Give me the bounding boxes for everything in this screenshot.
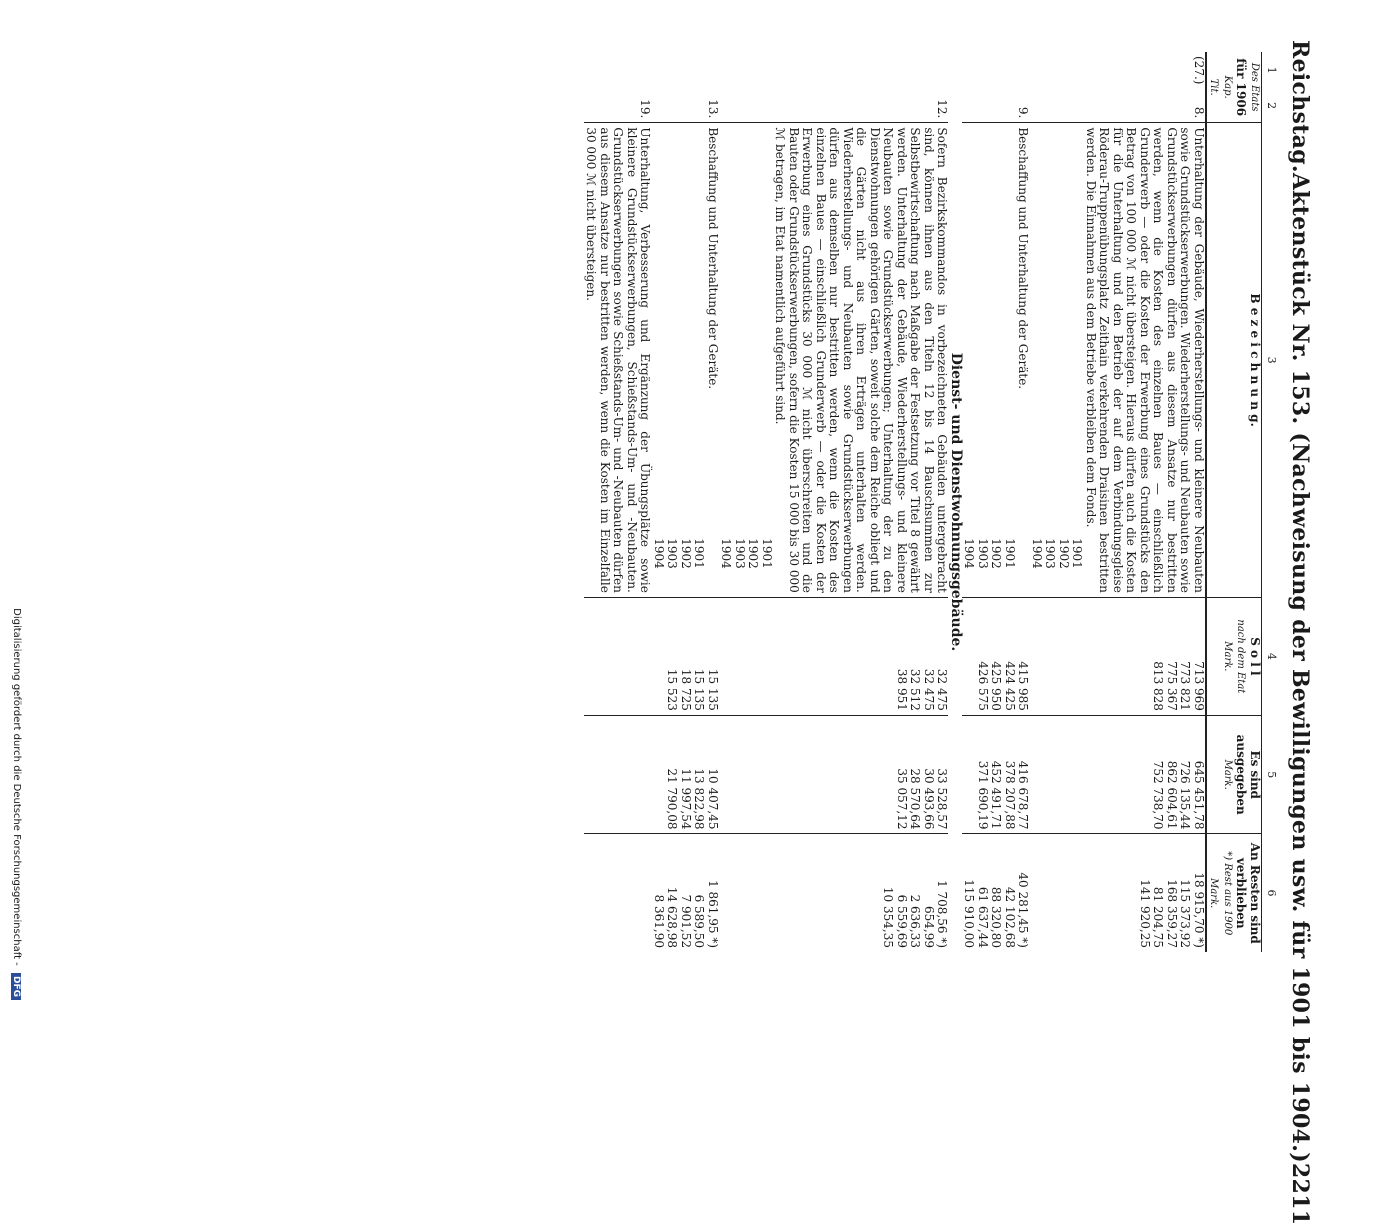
resten-value: 654,99 [922, 906, 936, 948]
resten-value: 7 901,52 [679, 894, 693, 948]
kapitel-cell [584, 52, 652, 88]
table-row [1030, 52, 1207, 952]
bezeichnung-text: Beschaffung und Unterhaltung der Geräte. [1016, 127, 1031, 390]
year-label: 1901 [692, 538, 707, 569]
etat-year: für 1906 [1234, 58, 1249, 117]
soll-value: 15 135 [706, 668, 720, 711]
resten-value: 141 920,25 [1138, 879, 1152, 948]
soll-value: 773 821 [1178, 661, 1193, 711]
resten-cell [719, 834, 949, 952]
bezeichnung-header: B e z e i c h n u n g. [1206, 123, 1262, 597]
soll-cell [1030, 597, 1207, 715]
digitization-note [2, 0, 22, 1000]
resten-value: 10 354,35 [881, 886, 896, 948]
ausgegeben-value: 645 451,78 [1192, 760, 1206, 830]
resten-value: 42 102,68 [1003, 886, 1017, 948]
table-body [584, 52, 1206, 952]
resten-value: 1 708,56 *) [935, 880, 950, 948]
year-label: 1902 [989, 538, 1004, 569]
bezeichnung-text: Beschaffung und Unterhaltung der Geräte. [706, 127, 720, 390]
soll-cell [719, 597, 949, 715]
etat-header [1206, 52, 1262, 123]
soll-value: 38 951 [895, 668, 909, 711]
header-left: Reichstag. [1287, 40, 1313, 173]
year-label: 1902 [679, 538, 693, 569]
resten-value: 6 559,69 [895, 894, 909, 948]
appropriations-table [584, 52, 1278, 952]
digitization-text: Digitalisierung gefördert durch die Deutsche Forschungsgemeinschaft - [11, 608, 22, 966]
year-label: 1903 [733, 538, 747, 569]
resten-value: 168 359,27 [1165, 879, 1179, 948]
year-label: 1904 [1030, 538, 1044, 569]
resten-value: 115 373,92 [1178, 879, 1193, 948]
titel-cell: 9. [962, 88, 1030, 122]
colnum-5: 5 [1262, 715, 1279, 834]
soll-value: 424 425 [1003, 661, 1017, 711]
ausgegeben-header [1206, 715, 1262, 834]
ausgegeben-cell [1030, 715, 1207, 834]
soll-value: 775 367 [1165, 661, 1179, 711]
ausgegeben-value: 752 738,70 [1151, 760, 1166, 830]
section-heading-row [949, 52, 963, 952]
ausgegeben-value: 30 493,66 [922, 768, 936, 830]
soll-value: 32 512 [908, 668, 923, 711]
table-row [584, 52, 652, 952]
ausgegeben-unit: Mark. [1222, 759, 1233, 790]
bezeichnung-text: Unterhaltung der Gebäude, Wiederherstellungs- und kleinere Neubauten sowie Grundstückserwerbungen. Wiederherstellungs- und Neubauten sowie Grundstückserwerbungen dürfen aus diesem Ansatze nur bestritten werden, wenn die Kosten des einzelnen Baues — einschließlich Grunderwerb — oder die Kosten der Erwerbung eines Grundstücks den Betrag von 100 000 ℳ nicht übersteigen. Hieraus dürfen auch die Kosten für die Unterhaltung und den Betrieb der auf dem Verbindungsgleise Röderau-Truppenübungsplatz Zeithain verkehrenden Draisinen bestritten werden. Die Einnahmen aus dem Betriebe verbleiben dem Fonds. [1084, 127, 1206, 593]
table-row [652, 52, 720, 952]
colnum-6: 6 [1262, 834, 1279, 952]
colnum-3: 3 [1262, 123, 1279, 597]
ausgegeben-value: 378 207,88 [1003, 760, 1017, 830]
resten-value: 88 320,80 [989, 886, 1004, 948]
tit-label: Tit. [1208, 78, 1220, 96]
ausgegeben-value: 33 528,57 [935, 768, 950, 830]
kapitel-cell: (27.) [1192, 56, 1206, 85]
soll-value: 813 828 [1151, 661, 1166, 711]
year-label: 1904 [962, 538, 977, 569]
resten-value: 115 910,00 [962, 879, 977, 948]
ausgegeben-value: 28 570,64 [908, 768, 923, 830]
bezeichnung-cell [719, 123, 949, 597]
ausgegeben-cell [719, 715, 949, 834]
table-row [719, 52, 949, 952]
resten-header [1206, 834, 1262, 952]
page-number: 2211 [1287, 1162, 1313, 1225]
soll-value: 32 475 [935, 668, 950, 711]
year-label: 1904 [652, 538, 666, 569]
column-number-row [1262, 52, 1279, 952]
ausgegeben-cell [652, 715, 720, 834]
resten-unit: Mark. [1208, 878, 1220, 909]
resten-cell [962, 834, 1030, 952]
resten-value: 81 204,75 [1151, 886, 1166, 948]
ausgegeben-value: 13 822,98 [692, 768, 707, 830]
colnum-4: 4 [1262, 597, 1279, 715]
bezeichnung-cell [652, 123, 720, 597]
bezeichnung-cell [962, 123, 1030, 597]
year-label: 1901 [760, 538, 774, 569]
soll-value: 426 575 [976, 661, 990, 711]
year-label: 1902 [1057, 538, 1071, 569]
soll-value: 425 950 [989, 661, 1004, 711]
soll-sub: nach dem Etat [1235, 619, 1247, 694]
kapitel-cell [719, 52, 949, 88]
year-label: 1902 [746, 538, 761, 569]
soll-value: 15 135 [692, 668, 707, 711]
ausgegeben-cell [962, 715, 1030, 834]
soll-header [1206, 597, 1262, 715]
resten-cell [584, 834, 652, 952]
bezeichnung-text: Sofern Bezirkskommandos in vorbezeichneten Gebäuden untergebracht sind, können ihnen aus den Titeln 12 bis 14 Bauschsummen zur Selbstbewirtschaftung nach Maßgabe der Festsetzung vor Titel 8 gewährt werden. Unterhaltung der Gebäude, Wiederherstellungs- und kleinere Neubauten sowie Grundstückserwerbungen; Unterhaltung der zu den Dienstwohnungen gehörigen Gärten, soweit solche dem Reiche obliegt und die Gärten nicht aus ihren Erträgen unterhalten werden. Wiederherstellungs- und Neubauten sowie Grundstückserwerbungen dürfen aus demselben nur bestritten werden, wenn die Kosten des einzelnen Baues — einschließlich Grunderwerb — oder die Kosten der Erwerbung eines Grundstücks 30 000 ℳ nicht überschreiten und die Bauten oder Grundstückserwerbungen, sofern die Kosten 15 000 bis 30 000 ℳ betragen, im Etat namentlich aufgeführt sind. [773, 127, 950, 593]
year-label: 1903 [1043, 538, 1058, 569]
soll-value: 15 523 [665, 668, 680, 711]
soll-value: 415 985 [1016, 661, 1031, 711]
resten-value: 18 915,70 *) [1192, 872, 1206, 948]
ausgegeben-cell [584, 715, 652, 834]
year-label: 1903 [976, 538, 990, 569]
colnum-2: 2 [1262, 88, 1279, 122]
ausgegeben-value: 21 790,08 [665, 768, 680, 830]
soll-cell [584, 597, 652, 715]
resten-value: 61 637,44 [976, 886, 990, 948]
page-header [1280, 40, 1320, 1225]
ausgegeben-value: 371 690,19 [976, 760, 990, 830]
soll-value: 18 725 [679, 668, 693, 711]
ausgegeben-value: 10 407,45 [706, 768, 720, 830]
ausgegeben-label: Es sind ausgegeben [1234, 734, 1262, 815]
section-heading: Dienst- und Dienstwohnungsgebäude. [948, 352, 964, 652]
resten-value: 1 861,95 *) [706, 880, 720, 948]
resten-value: 8 361,90 [652, 894, 666, 948]
header-center: Aktenstück Nr. 153. (Nachweisung der Bewilligungen usw. für 1901 bis 1904.) [1287, 172, 1313, 1163]
dfg-logo: DFG [11, 973, 21, 1000]
year-label: 1901 [1003, 538, 1017, 569]
ausgegeben-value: 35 057,12 [895, 768, 909, 830]
resten-sub: *) Rest aus 1900 [1222, 851, 1233, 936]
colnum-1: 1 [1262, 52, 1279, 88]
resten-value: 14 628,98 [665, 886, 680, 948]
resten-value: 2 636,33 [908, 894, 923, 948]
resten-cell [652, 834, 720, 952]
ausgegeben-value: 452 491,71 [989, 760, 1004, 830]
titel-cell: 13. [652, 88, 720, 122]
soll-cell [652, 597, 720, 715]
kapitel-cell [962, 52, 1030, 88]
resten-value: 40 281,45 *) [1016, 872, 1031, 948]
resten-label: An Resten sind verblieben [1234, 842, 1262, 944]
year-label: 1901 [1070, 538, 1085, 569]
soll-label: S o l l [1248, 637, 1262, 676]
bezeichnung-cell [1030, 123, 1207, 597]
soll-cell [962, 597, 1030, 715]
kap-label: Kap. [1222, 75, 1233, 99]
titel-cell: 12. [719, 88, 949, 122]
year-label: 1903 [665, 538, 680, 569]
soll-value: 32 475 [922, 668, 936, 711]
ausgegeben-value: 11 997,54 [679, 768, 693, 830]
ausgegeben-value: 726 135,44 [1178, 760, 1193, 830]
bezeichnung-cell [584, 123, 652, 597]
resten-value: 6 589,50 [692, 894, 707, 948]
titel-cell: 8. [1030, 88, 1207, 122]
bezeichnung-text: Unterhaltung, Verbesserung und Ergänzung der Übungsplätze sowie kleinere Grundstückserwerbungen, Schießstands-Um- und -Neubauten. Grundstückserwerbungen sowie Schießstands-Um- und -Neubauten dürfen aus diesem Ansatze nur bestritten werden, wenn die Kosten im Einzelfalle 30 000 ℳ nicht übersteigen. [584, 127, 653, 593]
soll-value: 713 969 [1192, 661, 1206, 711]
titel-cell: 19. [584, 88, 652, 122]
table-row [962, 52, 1030, 952]
etat-top: Des Etats [1249, 62, 1260, 112]
column-header-row [1206, 52, 1262, 952]
kapitel-cell [652, 52, 720, 88]
ausgegeben-value: 862 604,61 [1165, 760, 1179, 830]
resten-cell [1030, 834, 1207, 952]
soll-unit: Mark. [1222, 641, 1233, 672]
year-label: 1904 [719, 538, 734, 569]
ausgegeben-value: 416 678,77 [1016, 760, 1031, 830]
